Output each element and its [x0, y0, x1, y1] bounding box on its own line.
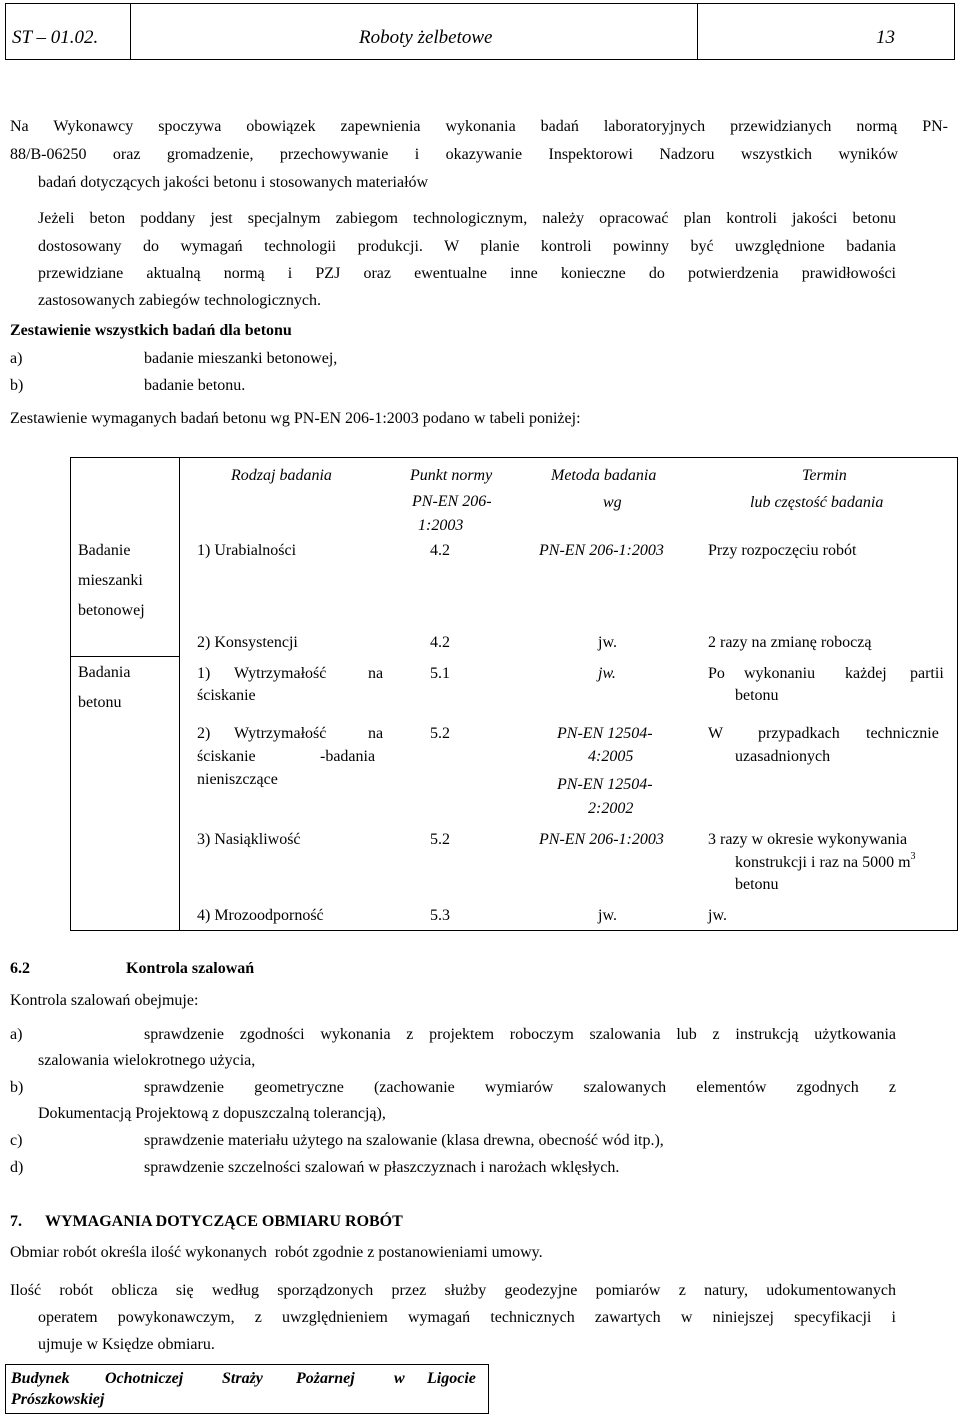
footer-word: Budynek — [11, 1370, 70, 1387]
group-label: betonu — [78, 694, 122, 711]
list-marker: b) — [10, 377, 24, 394]
paragraph-line: przewidziane aktualną normą i PZJ oraz ewentualne inne konieczne do potwierdzenia prawidłowości — [38, 265, 896, 282]
table-cell: jw. — [598, 665, 616, 682]
table-cell: 1) — [197, 665, 211, 682]
col-header-punkt: 1:2003 — [418, 517, 464, 534]
page-header — [5, 3, 955, 60]
table-cell: 3) Nasiąkliwość — [197, 831, 301, 848]
table-cell: uzasadnionych — [735, 748, 831, 765]
footer-word: Straży — [222, 1370, 263, 1387]
table-cell: Wytrzymałość — [234, 725, 327, 742]
table-cell: PN-EN 12504- — [557, 776, 653, 793]
table-cell: PN-EN 12504- — [557, 725, 653, 742]
spec-code: ST – 01.02. — [12, 27, 99, 48]
page-number: 13 — [876, 27, 895, 48]
table-cell: 5.3 — [430, 907, 450, 924]
paragraph-line: 88/B-06250 oraz gromadzenie, przechowywanie i okazywanie Inspektorowi Nadzoru wszystkich wyników — [10, 146, 898, 163]
col-header-punkt: PN-EN 206- — [412, 493, 492, 510]
table-cell: partii — [910, 665, 944, 682]
header-title: Roboty żelbetowe — [359, 27, 493, 48]
table-cell: betonu — [735, 876, 779, 893]
list-item: sprawdzenie szczelności szalowań w płaszczyznach i narożach wklęsłych. — [144, 1159, 620, 1176]
footer-line: Prószkowskiej — [11, 1391, 105, 1408]
table-cell: na — [368, 665, 384, 682]
table-cell — [735, 852, 916, 874]
paragraph-line: operatem powykonawczym, z uwzględnieniem wymagań technicznych zawartych w niniejszej specyfikacji i — [38, 1309, 896, 1326]
footer-word: w — [394, 1370, 405, 1387]
paragraph-line: badań dotyczących jakości betonu i stosowanych materiałów — [38, 174, 429, 191]
table-cell: Po — [708, 665, 725, 682]
list-marker: b) — [10, 1079, 24, 1096]
list-item: Dokumentacją Projektową z dopuszczalną tolerancją), — [38, 1105, 386, 1122]
paragraph-line: dostosowany do wymagań technologii produkcji. W planie kontroli powinny być uwzględnione badania — [38, 238, 896, 255]
section-heading: Zestawienie wszystkich badań dla betonu — [10, 322, 292, 339]
list-marker: a) — [10, 1026, 23, 1043]
section-number: 7. — [10, 1213, 22, 1230]
section-title: WYMAGANIA DOTYCZĄCE OBMIARU ROBÓT — [45, 1213, 403, 1230]
group-label: Badanie — [78, 542, 131, 559]
table-cell: ściskanie — [197, 748, 256, 765]
group-label: betonowej — [78, 602, 145, 619]
footer-word: Pożarnej — [296, 1370, 355, 1387]
table-cell: W — [708, 725, 724, 742]
table-cell: -badania — [320, 748, 376, 765]
table-cell: 2) — [197, 725, 211, 742]
paragraph-line: Ilość robót oblicza się według sporządzonych przez służby geodezyjne pomiarów z natury, udokumentowanych — [10, 1282, 896, 1299]
table-cell: Wytrzymałość — [234, 665, 327, 682]
paragraph-line: Kontrola szalowań obejmuje: — [10, 992, 199, 1009]
table-cell: Przy rozpoczęciu robót — [708, 542, 857, 559]
superscript: 3 — [910, 851, 916, 862]
col-header-punkt: Punkt normy — [410, 467, 493, 484]
paragraph-line: Obmiar robót określa ilość wykonanych robót zgodnie z postanowieniami umowy. — [10, 1244, 543, 1261]
table-cell: 2 razy na zmianę roboczą — [708, 634, 872, 651]
table-cell: 4.2 — [430, 634, 450, 651]
table-cell: jw. — [598, 634, 617, 651]
list-item: badanie mieszanki betonowej, — [144, 350, 338, 367]
table-cell: 5.2 — [430, 831, 450, 848]
table-cell-text: konstrukcji i raz na 5000 m — [735, 854, 911, 871]
list-item: sprawdzenie zgodności wykonania z projektem roboczym szalowania lub z instrukcją użytkowania — [144, 1026, 896, 1043]
group-label: Badania — [78, 664, 131, 681]
group-label: mieszanki — [78, 572, 143, 589]
footer-word: Ligocie — [427, 1370, 476, 1387]
list-marker: d) — [10, 1159, 24, 1176]
table-cell: PN-EN 206-1:2003 — [539, 831, 664, 848]
table-cell: ściskanie — [197, 687, 256, 704]
table-cell: 4:2005 — [588, 748, 634, 765]
table-cell: na — [368, 725, 384, 742]
table-cell: PN-EN 206-1:2003 — [539, 542, 664, 559]
list-marker: a) — [10, 350, 23, 367]
footer-word: Ochotniczej — [105, 1370, 184, 1387]
paragraph-line: Na Wykonawcy spoczywa obowiązek zapewnienia wykonania badań laboratoryjnych przewidzianych normą PN- — [10, 118, 948, 135]
paragraph-line: Zestawienie wymaganych badań betonu wg PN-EN 206-1:2003 podano w tabeli poniżej: — [10, 410, 581, 427]
table-cell: 5.1 — [430, 665, 450, 682]
table-cell: nieniszczące — [197, 771, 278, 788]
list-item: szalowania wielokrotnego użycia, — [38, 1052, 256, 1069]
list-item: badanie betonu. — [144, 377, 246, 394]
table-cell: 4.2 — [430, 542, 450, 559]
table-cell: każdej — [845, 665, 887, 682]
table-cell: 4) Mrozoodporność — [197, 907, 324, 924]
section-number: 6.2 — [10, 960, 30, 977]
col-header-termin: lub częstość badania — [750, 494, 884, 511]
list-item: sprawdzenie geometryczne (zachowanie wymiarów szalowanych elementów zgodnych z — [144, 1079, 896, 1096]
table-cell: wykonaniu — [744, 665, 816, 682]
col-header-rodzaj: Rodzaj badania — [231, 467, 332, 484]
list-marker: c) — [10, 1132, 23, 1149]
page-footer — [5, 1364, 489, 1414]
section-title: Kontrola szalowań — [126, 960, 255, 977]
paragraph-line: ujmuje w Księdze obmiaru. — [38, 1336, 215, 1353]
col-header-termin: Termin — [802, 467, 847, 484]
table-cell: 2:2002 — [588, 800, 634, 817]
table-cell: jw. — [598, 907, 617, 924]
table-cell: 3 razy w okresie wykonywania — [708, 831, 908, 848]
table-cell: technicznie — [866, 725, 939, 742]
table-cell: przypadkach — [758, 725, 840, 742]
table-cell: 2) Konsystencji — [197, 634, 298, 651]
paragraph-line: zastosowanych zabiegów technologicznych. — [38, 292, 322, 309]
list-item: sprawdzenie materiału użytego na szalowanie (klasa drewna, obecność wód itp.), — [144, 1132, 664, 1149]
col-header-metoda: wg — [603, 494, 622, 511]
table-cell: 1) Urabialności — [197, 542, 297, 559]
table-cell: betonu — [735, 687, 779, 704]
table-cell: jw. — [708, 907, 727, 924]
col-header-metoda: Metoda badania — [551, 467, 657, 484]
paragraph-line: Jeżeli beton poddany jest specjalnym zabiegom technologicznym, należy opracować plan kontroli jakości betonu — [38, 210, 896, 227]
table-cell: 5.2 — [430, 725, 450, 742]
